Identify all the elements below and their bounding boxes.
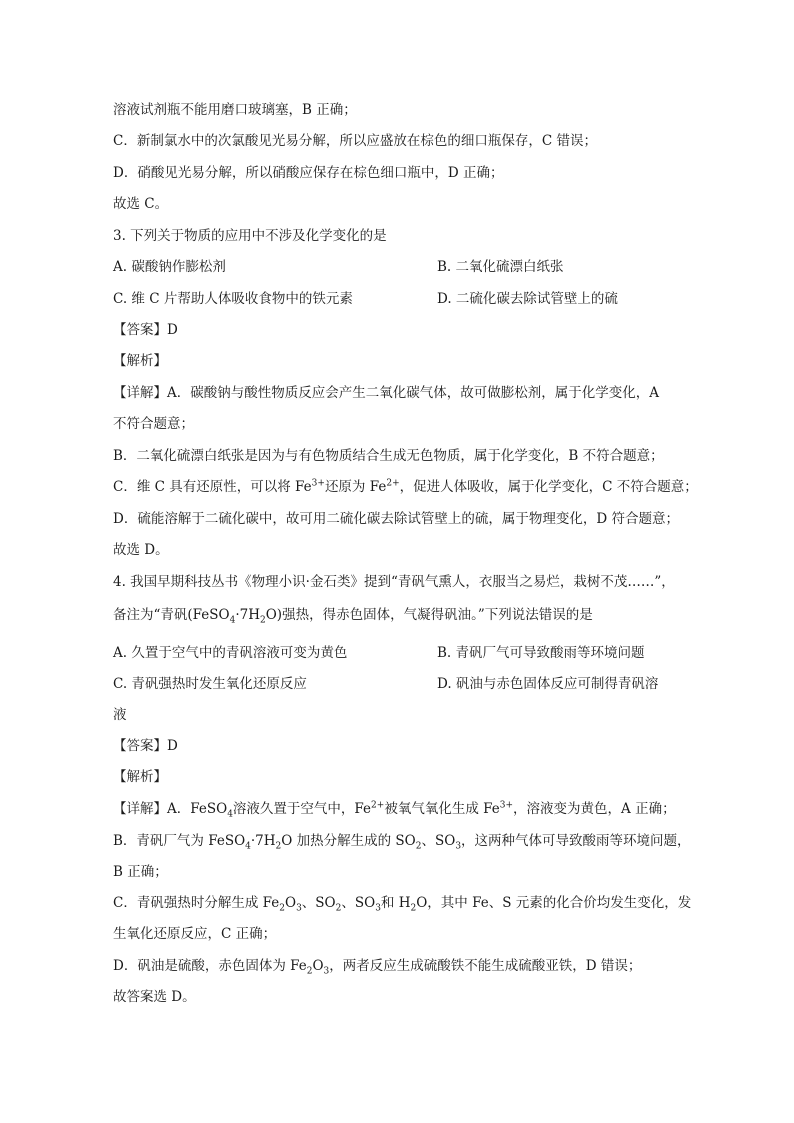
q4-detail-a: 【详解】A．FeSO$_4$溶液久置于空气中，$Fe^{2+}$被氧气氧化生成 $Fe^{3+}$，溶液变为黄色，A 正确； [113,800,676,820]
q4-option-d-line1: D. 矾油与赤色固体反应可制得青矾溶 [437,676,659,692]
q4-conclusion: 故答案选 D。 [113,989,196,1005]
q4-detail-c-line1: C．青矾强热时分解生成 $Fe_2O_3$、$SO_2$、$SO_3$和 $H_2O$，其中 Fe、S 元素的化合价均发生变化，发 [113,895,692,914]
q3-option-b: B. 二氧化硫漂白纸张 [437,259,564,275]
prev-analysis-line-b: 溶液试剂瓶不能用磨口玻璃塞，B 正确； [113,102,357,118]
q3-stem: 3. 下列关于物质的应用中不涉及化学变化的是 [113,228,387,244]
q3-answer: 【答案】D [113,322,178,338]
prev-analysis-line-d: D．硝酸见光易分解，所以硝酸应保存在棕色细口瓶中，D 正确； [113,165,504,181]
q4-option-d-line2: 液 [113,707,127,723]
prev-analysis-line-c: C．新制氯水中的次氯酸见光易分解，所以应盛放在棕色的细口瓶保存，C 错误； [113,133,597,149]
q3-analysis-heading: 【解析】 [113,353,167,369]
q3-detail-a-line1: 【详解】A．碳酸钠与酸性物质反应会产生二氧化碳气体，故可做膨松剂，属于化学变化，A [113,385,659,401]
q3-detail-c: C．维 C 具有还原性，可以将 $Fe^{3+}$还原为 $Fe^{2+}$，促进人体吸收，属于化学变化，C 不符合题意； [113,478,698,495]
q4-option-a: A. 久置于空气中的青矾溶液可变为黄色 [113,645,348,661]
q4-option-c: C. 青矾强热时发生氧化还原反应 [113,676,307,692]
q3-detail-a-line2: 不符合题意； [113,416,194,432]
q3-detail-d: D．硫能溶解于二硫化碳中，故可用二硫化碳去除试管壁上的硫，属于物理变化，D 符合题意； [113,511,679,527]
q4-option-b: B. 青矾厂气可导致酸雨等环境问题 [437,645,645,661]
q3-detail-b: B．二氧化硫漂白纸张是因为与有色物质结合生成无色物质，属于化学变化，B 不符合题意； [113,448,664,464]
q4-analysis-heading: 【解析】 [113,769,167,785]
q3-conclusion: 故选 D。 [113,542,169,558]
q4-stem-line1: 4. 我国早期科技丛书《物理小识·金石类》提到“青矾气熏人，衣服当之易烂，栽树不茂……”， [113,574,675,590]
q3-option-c: C. 维 C 片帮助人体吸收食物中的铁元素 [113,291,353,307]
q4-detail-d: D．矾油是硫酸，赤色固体为 $Fe_2O_3$，两者反应生成硫酸铁不能生成硫酸亚铁，D 错误； [113,958,642,977]
q4-detail-b-line1: B．青矾厂气为 $FeSO_4\cdot 7H_2O$ 加热分解生成的 $SO_2$、$SO_3$，这两种气体可导致酸雨等环境问题， [113,833,691,852]
q4-detail-c-line2: 生氧化还原反应，C 正确； [113,926,277,942]
q3-option-d: D. 二硫化碳去除试管壁上的硫 [437,291,618,307]
q4-stem-line2: 备注为“青矾$(FeSO_4\cdot 7H_2O)$强热，得赤色固体，气凝得矾油。”下列说法错误的是 [113,607,593,626]
prev-conclusion: 故选 C。 [113,196,169,212]
q4-detail-b-line2: B 正确； [113,864,168,880]
q4-answer: 【答案】D [113,738,178,754]
q3-option-a: A. 碳酸钠作膨松剂 [113,259,226,275]
